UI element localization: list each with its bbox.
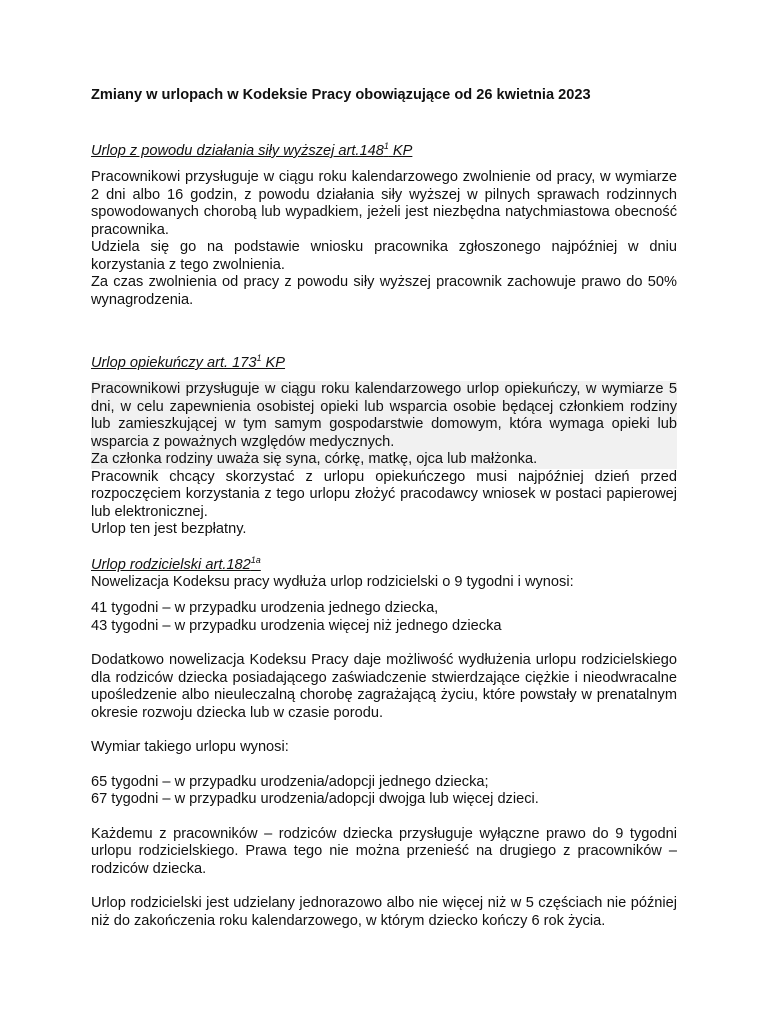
spacer — [91, 591, 677, 600]
spacer — [91, 635, 677, 652]
section-parental-leave-heading — [91, 556, 677, 574]
section-force-majeure-heading-text: Urlop z powodu działania siły wyższej art.148 — [91, 143, 384, 159]
force-majeure-paragraph-3: Za czas zwolnienia od pracy z powodu siły wyższej pracownik zachowuje prawo do 50% wynagrodzenia. — [91, 274, 677, 308]
care-leave-paragraph-1: Pracownikowi przysługuje w ciągu roku kalendarzowego urlop opiekuńczy, w wymiarze 5 dni, w celu zapewnienia osobistej opieki lub wsparcia osobie będącej członkiem rodziny lub zamieszkującej w tym samym gospodarstwie domowym, która wymaga opieki lub wsparcia z poważnych względów medycznych. — [91, 381, 677, 450]
care-leave-paragraph-3: Pracownik chcący skorzystać z urlopu opiekuńczego musi najpóźniej dzień przed rozpoczęciem korzystania z tego urlopu złożyć pracodawcy wniosek w postaci papierowej lub elektronicznej. — [91, 468, 677, 520]
section-care-leave-heading-sup: 1 — [256, 353, 262, 364]
spacer — [91, 757, 677, 774]
force-majeure-paragraph-1: Pracownikowi przysługuje w ciągu roku kalendarzowego zwolnienie od pracy, w wymiarze 2 dni albo 16 godzin, z powodu działania siły wyższej w pilnych sprawach rodzinnych spowodowanych chorobą lub wypadkiem, jeżeli jest niezbędna natychmiastowa obecność pracownika. — [91, 169, 677, 238]
section-force-majeure-heading-suffix: KP — [388, 143, 413, 159]
section-care-leave-heading-suffix: KP — [261, 355, 286, 371]
spacer — [91, 309, 677, 354]
section-parental-leave-heading-sup: 1a — [250, 554, 261, 565]
section-care-leave-heading-text: Urlop opiekuńczy art. 173 — [91, 355, 257, 371]
parental-leave-exclusive-right-paragraph: Każdemu z pracowników – rodziców dziecka przysługuje wyłączne prawo do 9 tygodni urlopu rodzicielskiego. Prawa tego nie można przenieść na drugiego z pracowników – rodziców dziecka. — [91, 825, 677, 877]
parental-leave-list1-item-1: 41 tygodni – w przypadku urodzenia jednego dziecka, — [91, 600, 439, 616]
spacer — [91, 722, 677, 739]
parental-leave-dimension-label: Wymiar takiego urlopu wynosi: — [91, 739, 289, 755]
spacer — [91, 539, 677, 556]
section-force-majeure-heading — [91, 142, 677, 160]
parental-leave-intro: Nowelizacja Kodeksu pracy wydłuża urlop rodzicielski o 9 tygodni i wynosi: — [91, 573, 574, 590]
section-care-leave-heading — [91, 354, 677, 372]
parental-leave-list2-item-1: 65 tygodni – w przypadku urodzenia/adopcji jednego dziecka; — [91, 773, 489, 790]
document-title: Zmiany w urlopach w Kodeksie Pracy obowiązujące od 26 kwietnia 2023 — [91, 87, 591, 103]
section-force-majeure-heading-sup: 1 — [383, 141, 389, 152]
care-leave-paragraph-2: Za członka rodziny uważa się syna, córkę, matkę, ojca lub małżonka. — [91, 451, 677, 469]
parental-leave-list1-item-2: 43 tygodni – w przypadku urodzenia więcej niż jednego dziecka — [91, 617, 502, 634]
parental-leave-parts-paragraph: Urlop rodzicielski jest udzielany jednorazowo albo nie więcej niż w 5 częściach nie później niż do zakończenia roku kalendarzowego, w którym dziecko kończy 6 rok życia. — [91, 895, 677, 929]
spacer — [91, 809, 677, 826]
care-leave-paragraph-4: Urlop ten jest bezpłatny. — [91, 521, 247, 537]
parental-leave-extension-paragraph: Dodatkowo nowelizacja Kodeksu Pracy daje możliwość wydłużenia urlopu rodzicielskiego dla rodziców dziecka posiadającego zaświadczenie stwierdzające ciężkie i nieodwracalne upośledzenie albo nieuleczalną chorobę zagrażającą życiu, które powstały w prenatalnym okresie rozwoju dziecka lub w czasie porodu. — [91, 652, 677, 721]
section-parental-leave-heading-text: Urlop rodzicielski art.182 — [91, 556, 251, 573]
spacer — [91, 878, 677, 895]
force-majeure-paragraph-2: Udziela się go na podstawie wniosku pracownika zgłoszonego najpóźniej w dniu korzystania z tego zwolnienia. — [91, 239, 677, 273]
parental-leave-list2-item-2: 67 tygodni – w przypadku urodzenia/adopcji dwojga lub więcej dzieci. — [91, 791, 539, 807]
